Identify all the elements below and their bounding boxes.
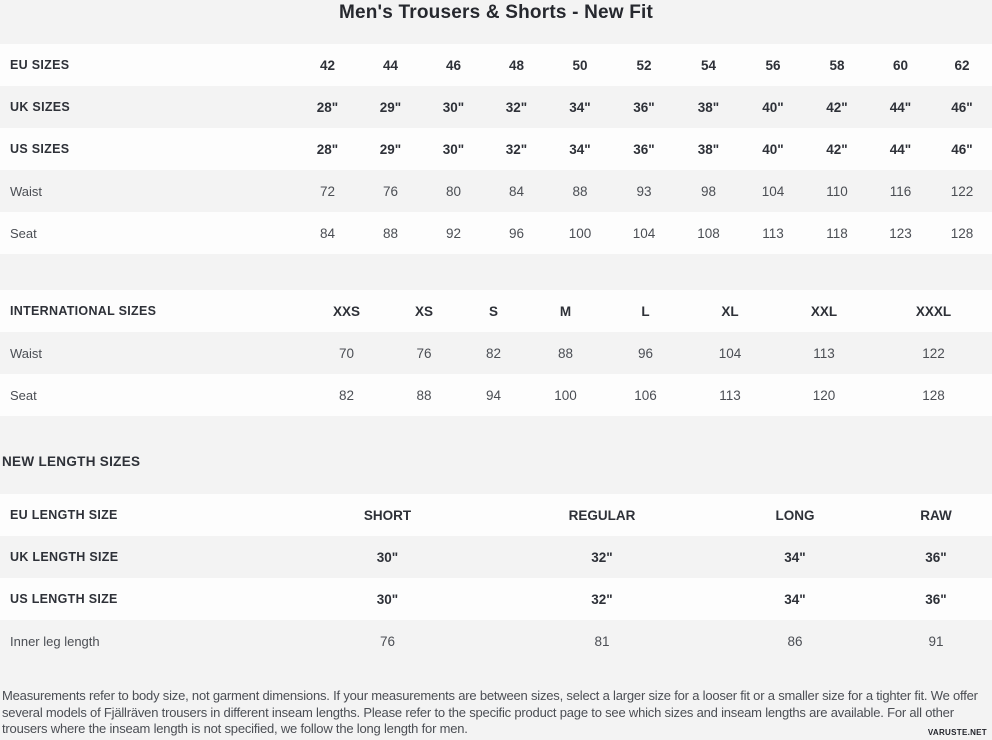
row-label: EU SIZES xyxy=(10,58,70,72)
size-cell: RAW xyxy=(920,507,952,523)
size-cell: 32" xyxy=(591,549,613,565)
size-cell: 44" xyxy=(889,99,912,115)
size-cell: 96 xyxy=(508,225,525,241)
size-cell: 46" xyxy=(951,99,973,115)
size-cell: XS xyxy=(414,303,433,319)
size-cell: 122 xyxy=(922,345,945,361)
size-cell: 34" xyxy=(569,99,591,115)
section-gap xyxy=(0,254,992,290)
size-cell: 58 xyxy=(829,57,845,73)
size-cell: 84 xyxy=(319,225,336,241)
size-cell: 82 xyxy=(485,345,502,361)
size-cell: 120 xyxy=(812,387,836,403)
size-cell: 48 xyxy=(508,57,525,73)
row-label: Seat xyxy=(10,387,37,403)
row-label: US SIZES xyxy=(10,142,70,156)
size-cell: 84 xyxy=(508,183,525,199)
size-cell: 36" xyxy=(633,141,655,157)
size-cell: 36" xyxy=(925,549,947,565)
size-cell: 113 xyxy=(813,345,835,361)
size-table-length xyxy=(0,494,992,662)
size-cell: 86 xyxy=(787,633,803,649)
size-cell: 108 xyxy=(697,225,720,241)
size-cell: 44 xyxy=(382,57,399,73)
size-cell: 123 xyxy=(889,225,912,241)
size-cell: 32" xyxy=(505,99,528,115)
table-row xyxy=(0,170,992,212)
size-cell: 104 xyxy=(632,225,656,241)
size-cell: 91 xyxy=(928,633,944,649)
size-cell: REGULAR xyxy=(568,507,636,523)
row-label: Inner leg length xyxy=(10,633,100,649)
size-cell: L xyxy=(641,303,650,319)
table-row xyxy=(0,86,992,128)
size-cell: 116 xyxy=(889,183,912,199)
size-cell: 122 xyxy=(950,183,974,199)
size-cell: 106 xyxy=(634,387,657,403)
size-cell: 118 xyxy=(826,225,848,241)
size-cell: 30" xyxy=(376,549,399,565)
size-cell: 30" xyxy=(442,141,465,157)
row-label: Waist xyxy=(10,345,43,361)
size-cell: 88 xyxy=(416,387,432,403)
size-cell: 29" xyxy=(379,99,402,115)
size-cell: 42" xyxy=(826,99,848,115)
row-label: Seat xyxy=(10,225,37,241)
size-cell: 70 xyxy=(338,345,355,361)
size-cell: 76 xyxy=(379,633,396,649)
size-cell: 44" xyxy=(889,141,912,157)
size-cell: 38" xyxy=(697,99,720,115)
size-cell: 42" xyxy=(826,141,848,157)
size-cell: 60 xyxy=(892,57,909,73)
size-cell: 42 xyxy=(319,57,336,73)
size-cell: XXL xyxy=(810,303,838,319)
table-row xyxy=(0,494,992,536)
size-cell: 113 xyxy=(762,225,784,241)
size-cell: 93 xyxy=(636,183,652,199)
size-table-eu-uk-us xyxy=(0,44,992,254)
size-cell: 96 xyxy=(637,345,654,361)
table-row xyxy=(0,332,992,374)
row-label: EU LENGTH SIZE xyxy=(10,508,118,522)
size-cell: 94 xyxy=(485,387,502,403)
size-cell: 76 xyxy=(416,345,432,361)
size-cell: 76 xyxy=(382,183,399,199)
footnote-text: Measurements refer to body size, not garment dimensions. If your measurements are between sizes, select a larger size for a looser fit or a smaller size for a tighter fit. We offer several models of Fjällräven trousers in different inseam lengths. Please refer to the specific product page to see which sizes and inseam lengths are available. For all other trousers where the inseam length is not specified, we follow the long length for men. xyxy=(2,688,978,736)
row-label: US LENGTH SIZE xyxy=(10,592,118,606)
size-cell: 54 xyxy=(700,57,717,73)
size-cell: 56 xyxy=(765,57,781,73)
size-cell: LONG xyxy=(775,507,815,523)
size-cell: 30" xyxy=(442,99,465,115)
size-cell: M xyxy=(559,303,572,319)
size-cell: 100 xyxy=(568,225,592,241)
table-row xyxy=(0,128,992,170)
section-heading-new-length-sizes: NEW LENGTH SIZES xyxy=(2,453,141,469)
size-cell: 128 xyxy=(922,387,945,403)
table-row xyxy=(0,290,992,332)
watermark-varuste-net: VARUSTE.NET xyxy=(927,728,987,737)
size-cell: 88 xyxy=(557,345,574,361)
size-cell: 82 xyxy=(338,387,355,403)
size-cell: 113 xyxy=(719,387,741,403)
table-row xyxy=(0,374,992,416)
size-cell: S xyxy=(488,303,498,319)
size-cell: 36" xyxy=(633,99,655,115)
size-cell: 40" xyxy=(762,99,784,115)
size-cell: 34" xyxy=(784,549,806,565)
table-row xyxy=(0,44,992,86)
row-label: UK SIZES xyxy=(10,100,71,114)
size-cell: 28" xyxy=(316,141,339,157)
size-cell: 34" xyxy=(784,591,806,607)
size-cell: 72 xyxy=(319,183,336,199)
size-cell: 81 xyxy=(594,633,610,649)
size-cell: XL xyxy=(721,303,739,319)
size-cell: 128 xyxy=(950,225,974,241)
row-label: Waist xyxy=(10,183,43,199)
size-cell: 52 xyxy=(636,57,652,73)
size-cell: 80 xyxy=(445,183,462,199)
size-cell: 38" xyxy=(697,141,720,157)
table-row xyxy=(0,578,992,620)
size-cell: 34" xyxy=(569,141,591,157)
size-cell: 46 xyxy=(445,57,462,73)
size-cell: 29" xyxy=(379,141,402,157)
size-cell: XXS xyxy=(332,303,360,319)
table-row xyxy=(0,620,992,662)
size-cell: 98 xyxy=(700,183,717,199)
size-cell: 110 xyxy=(826,183,848,199)
table-row xyxy=(0,212,992,254)
row-label: INTERNATIONAL SIZES xyxy=(10,304,157,318)
size-cell: 40" xyxy=(762,141,784,157)
table-row xyxy=(0,536,992,578)
size-cell: 100 xyxy=(554,387,577,403)
size-cell: XXXL xyxy=(915,303,952,319)
size-table-international xyxy=(0,290,992,416)
size-cell: 46" xyxy=(951,141,973,157)
page-title: Men's Trousers & Shorts - New Fit xyxy=(338,2,654,23)
size-cell: 32" xyxy=(591,591,613,607)
size-cell: 32" xyxy=(505,141,528,157)
row-label: UK LENGTH SIZE xyxy=(10,550,119,564)
size-cell: 50 xyxy=(572,57,588,73)
size-cell: 104 xyxy=(761,183,785,199)
size-cell: 88 xyxy=(572,183,588,199)
size-cell: 28" xyxy=(316,99,339,115)
size-cell: 92 xyxy=(445,225,462,241)
size-cell: 36" xyxy=(925,591,947,607)
size-cell: 104 xyxy=(718,345,742,361)
size-cell: 30" xyxy=(376,591,399,607)
size-cell: 88 xyxy=(382,225,399,241)
size-cell: SHORT xyxy=(363,507,412,523)
size-cell: 62 xyxy=(954,57,970,73)
